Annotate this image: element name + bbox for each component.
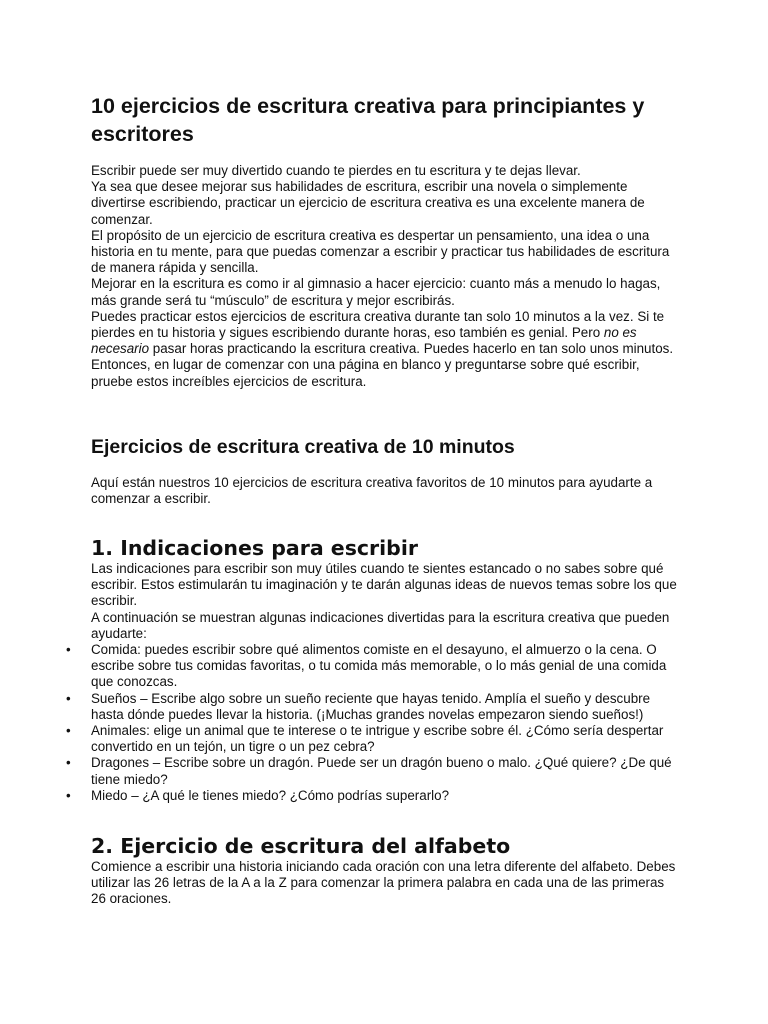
section-paragraph: Comience a escribir una historia iniciando cada oración con una letra diferente del alfabeto. Debes utilizar las 26 letras de la A a la Z para comenzar la primera palabra en cada una de las primeras 26 oraciones. xyxy=(91,859,676,907)
list-item xyxy=(66,787,681,804)
intro-text: Puedes practicar estos ejercicios de escritura creativa durante tan solo 10 minutos a la vez. Si te pierdes en tu historia y sigues escribiendo durante horas, eso también es genial. Pero xyxy=(91,308,665,341)
list-item-text: Sueños – Escribe algo sobre un sueño reciente que hayas tenido. Amplía el sueño y descubre hasta dónde puedes llevar la historia. (¡Muchas grandes novelas empezaron siendo sueños!) xyxy=(91,690,651,722)
intro-block xyxy=(91,163,681,390)
intro-paragraph xyxy=(91,309,681,358)
bullet-icon: • xyxy=(66,787,71,803)
prompt-list xyxy=(66,642,681,804)
list-item xyxy=(66,642,681,691)
section-writing-prompts xyxy=(66,535,681,804)
bullet-icon: • xyxy=(66,642,71,658)
document-title: 10 ejercicios de escritura creativa para principiantes y escritores xyxy=(91,94,645,146)
list-item-text: Dragones – Escribe sobre un dragón. Puede ser un dragón bueno o malo. ¿Qué quiere? ¿De qué tiene miedo? xyxy=(91,755,672,787)
intro-paragraph: El propósito de un ejercicio de escritura creativa es despertar un pensamiento, una idea o una historia en tu mente, para que puedas comenzar a escribir y practicar tus habilidades de escritura de manera rápida y sencilla. xyxy=(91,227,670,276)
section-heading: 2. Ejercicio de escritura del alfabeto xyxy=(91,834,511,858)
section-paragraph: A continuación se muestran algunas indicaciones divertidas para la escritura creativa que pueden ayudarte: xyxy=(91,609,670,641)
intro-emphasis: no es necesario xyxy=(91,325,637,357)
subtitle-intro: Aquí están nuestros 10 ejercicios de escritura creativa favoritos de 10 minutos para ayudarte a comenzar a escribir. xyxy=(91,475,653,507)
intro-paragraph: Ya sea que desee mejorar sus habilidades de escritura, escribir una novela o simplemente divertirse escribiendo, practicar un ejercicio de escritura creativa es una excelente manera de comenzar. xyxy=(91,179,645,227)
bullet-icon: • xyxy=(66,690,71,706)
bullet-icon: • xyxy=(66,755,71,771)
intro-paragraph: Mejorar en la escritura es como ir al gimnasio a hacer ejercicio: cuanto más a menudo lo hagas, más grande será tu “músculo” de escritura y mejor escribirás. xyxy=(91,276,661,308)
list-item-text: Comida: puedes escribir sobre qué alimentos comiste en el desayuno, el almuerzo o la cena. O escribe sobre tus comidas favoritas, o tu comida más memorable, o lo más genial de una comida que conozcas. xyxy=(91,642,667,690)
list-item xyxy=(66,690,681,723)
list-item xyxy=(66,755,681,787)
intro-paragraph: Escribir puede ser muy divertido cuando te pierdes en tu escritura y te dejas llevar. xyxy=(91,163,581,178)
intro-text: pasar horas practicando la escritura creativa. Puedes hacerlo en tan solo unos minutos. xyxy=(149,341,674,357)
list-item xyxy=(66,723,681,755)
list-item-text: Miedo – ¿A qué le tienes miedo? ¿Cómo podrías superarlo? xyxy=(91,787,450,803)
bullet-icon: • xyxy=(66,723,71,739)
section-subtitle: Ejercicios de escritura creativa de 10 minutos xyxy=(91,436,515,458)
section-alphabet-exercise xyxy=(91,833,681,908)
section-paragraph: Las indicaciones para escribir son muy útiles cuando te sientes estancado o no sabes sobre qué escribir. Estos estimularán tu imaginación y te darán algunas ideas de nuevos temas sobre los que escribir. xyxy=(91,561,677,609)
intro-paragraph: Entonces, en lugar de comenzar con una página en blanco y preguntarse sobre qué escribir, pruebe estos increíbles ejercicios de escritura. xyxy=(91,357,640,389)
section-heading: 1. Indicaciones para escribir xyxy=(91,536,418,560)
list-item-text: Animales: elige un animal que te interese o te intrigue y escribe sobre él. ¿Cómo sería despertar convertido en un tejón, un tigre o un pez cebra? xyxy=(91,723,664,755)
